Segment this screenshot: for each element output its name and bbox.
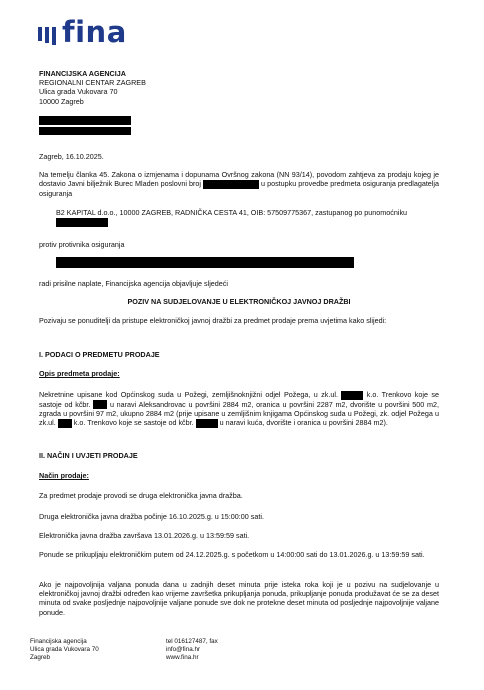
intro-paragraph [39,170,439,198]
redacted-zk-ul-1 [341,391,363,400]
footer-contact [166,638,218,663]
sale-line-1: Za predmet prodaje provodi se druga elektronička javna dražba. [39,491,243,500]
intro-part-1: Na temelju članka 45. Zakona o izmjenama i dopunama Ovršnog zakona (NN 93/14), povodom zahtjeva za prodaju kojeg je dostavio Javni bilježnik Burec Mladen poslovni broj [39,170,439,189]
section-1-subheading: Opis predmeta prodaje: [39,369,120,378]
logo-bars-icon [38,27,56,45]
party-text: B2 KAPITAL d.o.o., 10000 ZAGREB, RADNIČKA CESTA 41, OIB: 57509775367, zastupanog po punomoćniku [56,208,408,217]
sale-line-4: Ponude se prikupljaju elektroničkim putem od 24.12.2025.g. s početkom u 14:00:00 sati do 13.01.2026.g. u 13:59:59 sati. [39,550,425,559]
logo-wordmark: fina [62,15,127,49]
footer-email[interactable]: info@fina.hr [166,646,201,654]
party-paragraph [56,208,439,227]
footer-phone: tel 016127487, fax [166,638,218,645]
redacted-case-number [203,180,259,189]
footer-street: Ulica grada Vukovara 70 [30,646,99,654]
intro-part-2: u postupku provedbe predmeta osiguranja predlagatelja osiguranja [39,179,439,198]
footer-city: Zagreb [30,654,50,662]
property-text-1: Nekretnine upisane kod Općinskog suda u Požegi, zemljišnoknjižni odjel Požega, u zk.ul. [39,390,338,399]
invite-paragraph: Pozivaju se ponuditelji da pristupe elektroničkoj javnoj dražbi za predmet prodaje prema uvjetima kako slijedi: [39,316,387,325]
sender-street: Ulica grada Vukovara 70 [39,87,118,97]
footer-org: Financijska agencija [30,638,87,645]
section-2-heading: II. NAČIN I UVJETI PRODAJE [39,451,138,460]
section-2-subheading: Način prodaje: [39,471,89,480]
sender-block [39,69,439,106]
sale-line-2: Druga elektronička javna dražba počinje 16.10.2025.g. u 15:00:00 sati. [39,512,264,521]
footer-address [30,638,99,663]
against-line: protiv protivnika osiguranja [39,240,125,249]
footer-website[interactable]: www.fina.hr [166,654,199,662]
redacted-debtor [56,257,354,268]
sale-line-5: Ako je najpovoljnija valjana ponuda dana u zadnjih deset minuta prije isteka roka koji je u pozivu na sudjelovanje u elektroničkoj javnoj dražbi određen kao vrijeme završetka prikupljanja ponuda, prikupljanje ponuda produžavat će se za deset minuta od svake posljednje najpovoljnije valjane ponude sve dok ne protekne deset minuta od posljednje najpovoljnije valjane ponude. [39,580,439,617]
sender-org: FINANCIJSKA AGENCIJA [39,69,126,78]
property-description [39,390,439,428]
property-text-5: u naravi kuća, dvorište i oranica u površini 2884 m2). [219,418,388,428]
radi-line: radi prisilne naplate, Financijska agencija objavljuje sljedeći [39,279,228,288]
date-line: Zagreb, 16.10.2025. [39,152,104,161]
sender-center: REGIONALNI CENTAR ZAGREB [39,78,146,88]
redacted-kcbr-2 [196,419,218,428]
property-text-4: k.o. Trenkovo koje se sastoje od kčbr. [73,418,194,428]
redacted-zk-ul-2 [58,419,72,428]
section-1-heading: I. PODACI O PREDMETU PRODAJE [39,350,160,359]
redacted-kcbr-1 [93,400,107,409]
fina-logo [38,15,127,49]
sale-line-3: Elektronička javna dražba završava 13.01.2026.g. u 13:59:59 sati. [39,531,250,540]
redacted-recipient-line-1 [39,116,131,125]
redacted-recipient-line-2 [39,127,131,135]
notice-title: POZIV NA SUDJELOVANJE U ELEKTRONIČKOJ JAVNOJ DRAŽBI [127,297,351,306]
sender-city: 10000 Zagreb [39,96,84,106]
redacted-attorney [56,218,108,227]
property-text-2: k.o. Trenkovo koje se sastoje od kčbr. [39,390,439,409]
property-text-3: u naravi Aleksandrovac u površini 2884 m2, oranica u površini 2287 m2, dvorište u površini 500 m2, zgrada u površini 97 m2, ukupno 2884 m2 (prije upisane u zemljišnim knjigama Općinskog suda u Požegi, zk. odjel Požega u zk.ul. [39,399,440,428]
